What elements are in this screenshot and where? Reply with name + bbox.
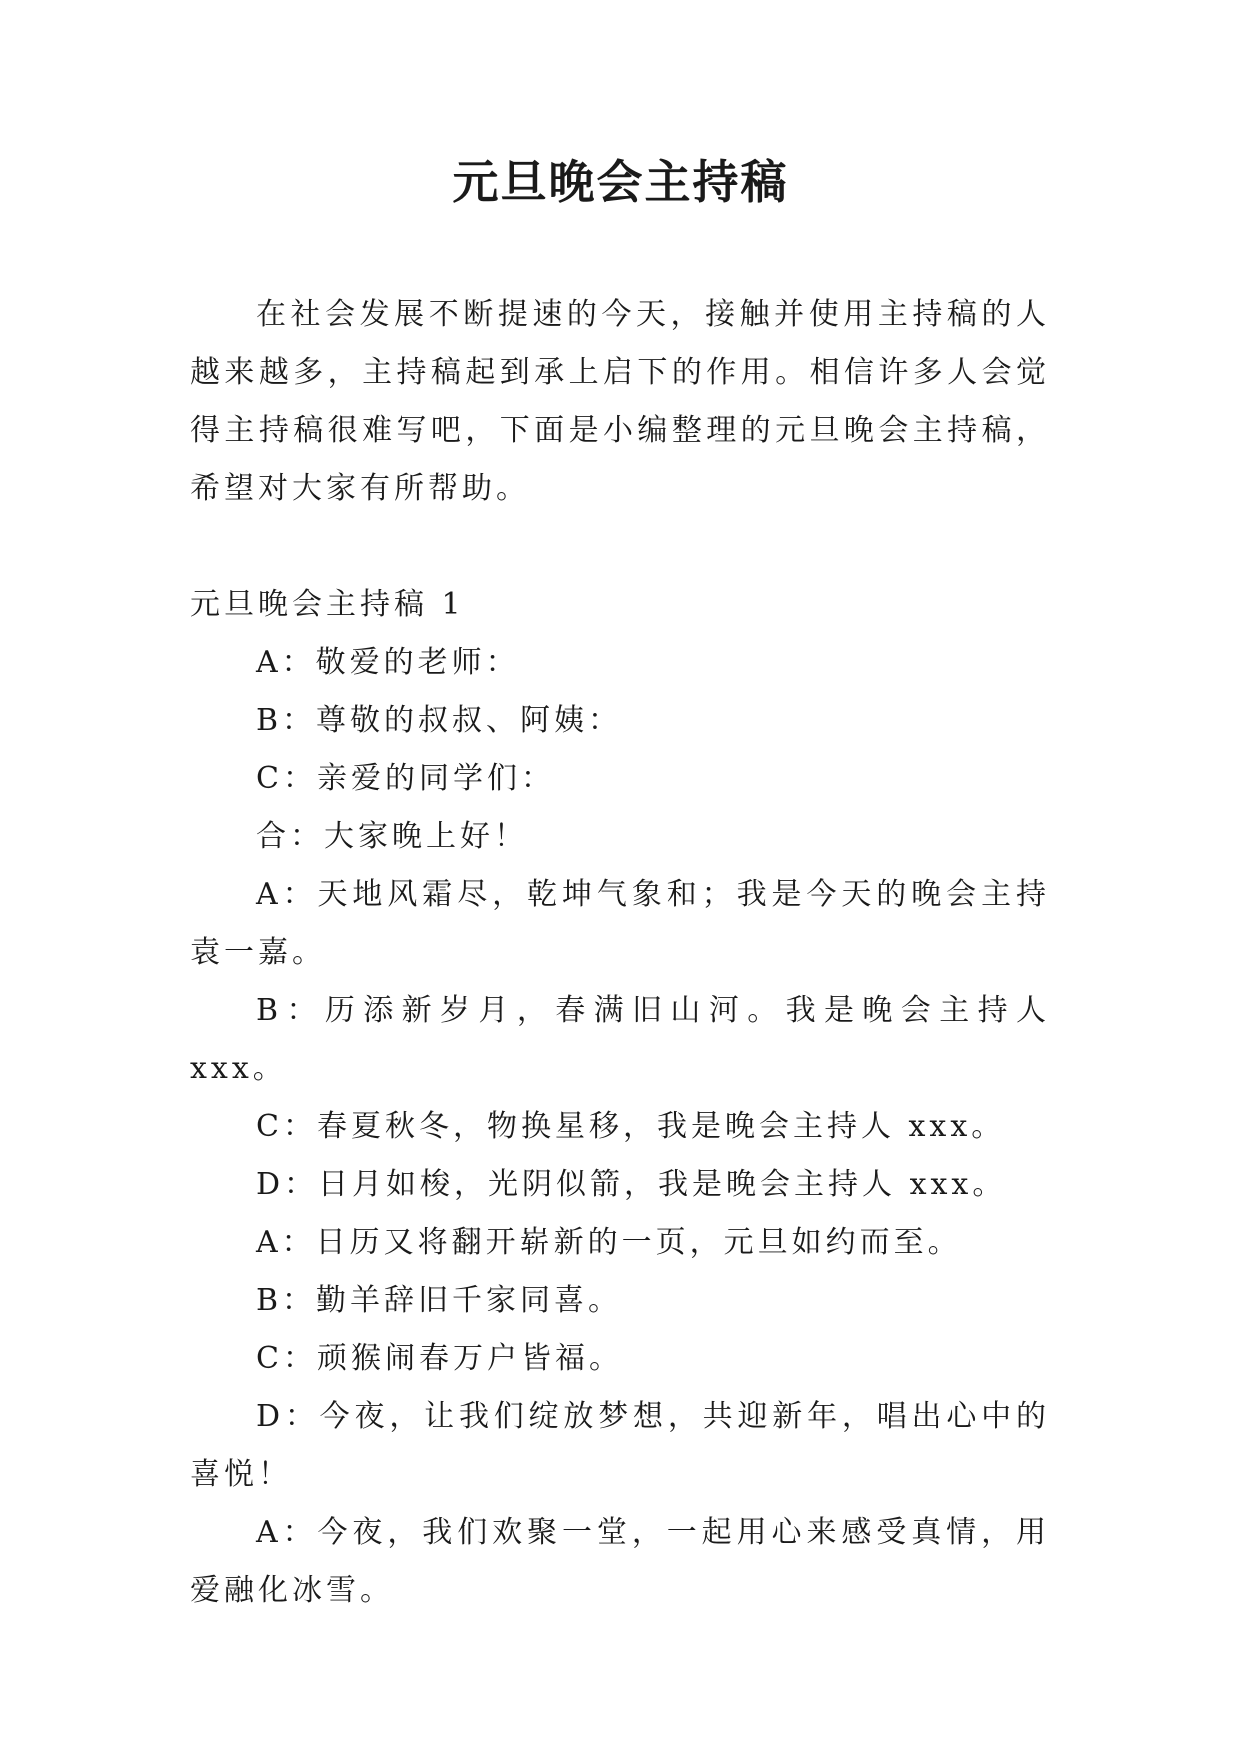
section-heading: 元旦晚会主持稿 1 (190, 587, 465, 622)
script-line: B：历添新岁月，春满旧山河。我是晚会主持人 xxx。 (190, 993, 1050, 1086)
script-line: A：天地风霜尽，乾坤气象和；我是今天的晚会主持袁一嘉。 (190, 877, 1050, 970)
script-line: D：日月如梭，光阴似箭，我是晚会主持人 xxx。 (256, 1167, 1007, 1202)
intro-paragraph: 在社会发展不断提速的今天，接触并使用主持稿的人越来越多，主持稿起到承上启下的作用。相信许多人会觉得主持稿很难写吧，下面是小编整理的元旦晚会主持稿，希望对大家有所帮助。 (190, 297, 1050, 506)
script-line: D：今夜，让我们绽放梦想，共迎新年，唱出心中的喜悦！ (190, 1399, 1050, 1492)
script-line: B：勤羊辞旧千家同喜。 (256, 1283, 623, 1318)
script-line: B：尊敬的叔叔、阿姨： (256, 703, 623, 738)
script-line: C：春夏秋冬，物换星移，我是晚会主持人 xxx。 (256, 1109, 1006, 1144)
script-line: A：今夜，我们欢聚一堂，一起用心来感受真情，用爱融化冰雪。 (190, 1515, 1050, 1608)
document-body (190, 286, 1050, 1620)
script-line: A：敬爱的老师： (256, 645, 520, 680)
script-line: C：亲爱的同学们： (256, 761, 555, 796)
script-line: 合：大家晚上好！ (256, 819, 528, 854)
script-line: C：顽猴闹春万户皆福。 (256, 1341, 623, 1376)
script-line: A：日历又将翻开崭新的一页，元旦如约而至。 (256, 1225, 962, 1260)
document-title: 元旦晚会主持稿 (452, 155, 789, 209)
